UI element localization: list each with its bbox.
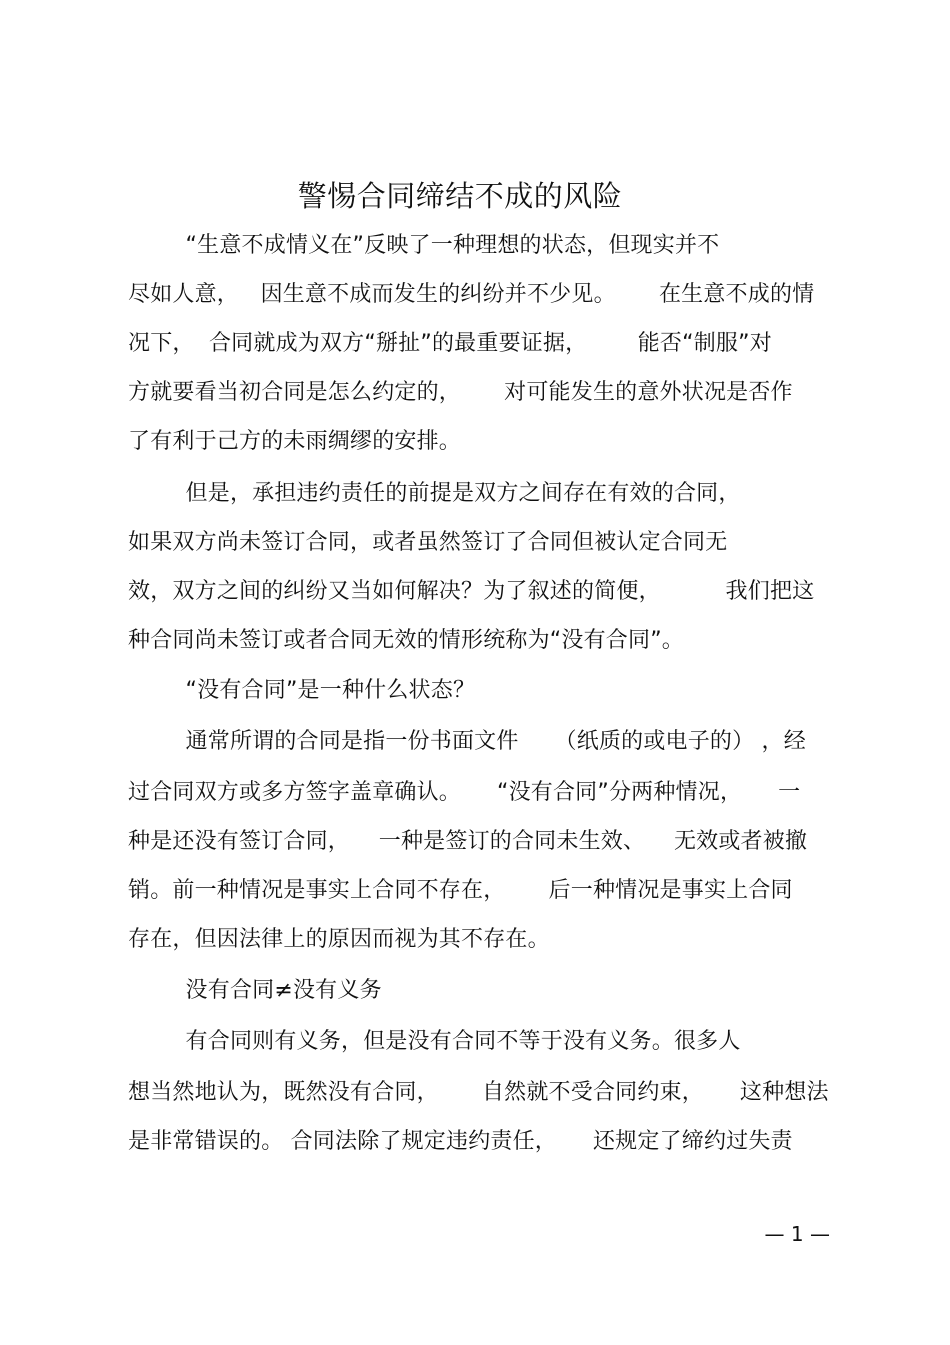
- body-line: “生意不成情义在”反映了一种理想的状态，但现实并不: [128, 233, 720, 258]
- body-line: 过合同双方或多方签字盖章确认。 “没有合同”分两种情况， 一: [128, 780, 801, 805]
- body-line: 效，双方之间的纠纷又当如何解决？为了叙述的简便， 我们把这: [128, 579, 815, 604]
- body-line: 是非常错误的。 合同法除了规定违约责任， 还规定了缔约过失责: [128, 1129, 793, 1154]
- body-line: 种合同尚未签订或者合同无效的情形统称为“没有合同”。: [128, 628, 684, 653]
- body-line: “没有合同”是一种什么状态？: [128, 678, 476, 703]
- body-line: 存在，但因法律上的原因而视为其不存在。: [128, 927, 550, 952]
- body-line: 但是，承担违约责任的前提是双方之间存在有效的合同，: [128, 481, 741, 506]
- body-line: 如果双方尚未签订合同，或者虽然签订了合同但被认定合同无: [128, 530, 728, 555]
- body-line: 种是还没有签订合同， 一种是签订的合同未生效、 无效或者被撤: [128, 829, 808, 854]
- body-line: 有合同则有义务，但是没有合同不等于没有义务。很多人: [128, 1029, 741, 1054]
- body-line: 没有合同≠没有义务: [128, 978, 382, 1003]
- body-line: 了有利于己方的未雨绸缪的安排。: [128, 429, 462, 454]
- document-title: 警惕合同缔结不成的风险: [297, 179, 623, 213]
- body-line: 况下， 合同就成为双方“掰扯”的最重要证据， 能否“制服”对: [128, 331, 772, 356]
- body-line: 方就要看当初合同是怎么约定的， 对可能发生的意外状况是否作: [128, 380, 793, 405]
- body-line: 销。前一种情况是事实上合同不存在， 后一种情况是事实上合同: [128, 878, 793, 903]
- body-line: 想当然地认为，既然没有合同， 自然就不受合同约束， 这种想法: [128, 1080, 829, 1105]
- page-number: — 1 —: [764, 1222, 830, 1246]
- body-line: 尽如人意， 因生意不成而发生的纠纷并不少见。 在生意不成的情: [128, 282, 815, 307]
- body-line: 通常所谓的合同是指一份书面文件 （纸质的或电子的） ，经: [128, 729, 806, 754]
